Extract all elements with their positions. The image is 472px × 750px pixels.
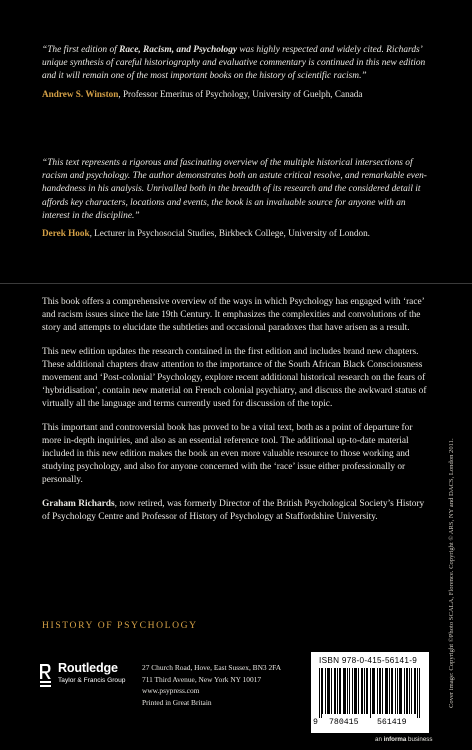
barcode-bar [397,668,398,714]
barcode-bar [392,668,393,714]
barcode-bar [389,668,390,714]
barcode-bar [347,668,348,714]
barcode-bar [327,668,328,714]
address-line: 27 Church Road, Hove, East Sussex, BN3 2FA [142,663,282,672]
barcode-bar [401,668,402,714]
barcode-bar [370,668,371,718]
cover-image-credit: Cover image: Copyright ©Photo SCALA, Florence. Copyright © ARS, NY and DACS, London 2011. [448,438,455,708]
endorser-name: Derek Hook [42,228,90,239]
endorser-affiliation: , Professor Emeritus of Psychology, University of Guelph, Canada [118,88,363,99]
endorser-name: Andrew S. Winston [42,88,119,99]
barcode-bar [361,668,362,714]
description-paragraph: This new edition updates the research contained in the first edition and includes brand new chapters. These additional chapters draw attention to the importance of the South African Black Consciousness movement and ‘Post-colonial’ Psychology, explore recent additional historical research on the fears of ‘hybridisation’, contain new material on French colonial psychiatry, and discuss the awkward status of virtually all the language and terms currently used for discussion of the topic. [42,346,427,410]
barcode-bar [334,668,335,714]
website-text: www.psypress.com [142,686,200,696]
barcode-bar [414,668,415,714]
barcode-bar [344,668,345,714]
isbn-barcode [311,652,429,733]
book-description [42,296,434,534]
barcode-bar [399,668,400,714]
barcode-bar [339,668,340,714]
barcode-bar [362,668,363,714]
informa-brand: informa [383,736,407,743]
description-paragraph: This important and controversial book has proved to be a vital text, both as a point of departure for more in-depth inquiries, and also as an essential reference tool. The additional up-to-date material included in this new edition makes the book an even more valuable resource to those working and studying psychology, and also for anyone concerned with the ‘race’ issue either professionally or personally. [42,422,413,486]
endorsement-1-quote [42,44,434,84]
routledge-logo [38,660,130,692]
barcode-bar [386,668,387,714]
barcode-bar [415,668,416,714]
publisher-group: Taylor & Francis Group [58,677,126,684]
barcode-bar [409,668,410,714]
barcode-bar [417,668,418,718]
barcode-bar [349,668,350,714]
barcode-bar [352,668,353,714]
ean-first-digit: 9 [313,718,318,727]
barcode-bar [380,668,381,714]
publisher-name: Routledge [58,661,118,675]
barcode-bar [372,668,373,714]
barcode-bar [358,668,359,714]
barcode-bar [319,668,320,718]
author-bio-text: , now retired, was formerly Director of the British Psychological Society’s History of Psychology Centre and Professor of History of Psychology at Staffordshire University. [42,498,425,522]
barcode-bar [404,668,405,714]
address-line: Printed in Great Britain [142,697,212,707]
barcode-bar [406,668,407,714]
barcode-bar [366,668,367,714]
endorsement-1 [42,44,434,100]
barcode-bar [325,668,326,714]
author-bio [42,498,434,524]
publisher-address [142,662,281,708]
endorsement-2 [42,157,434,239]
barcode-bar [356,668,357,714]
ean-left-group: 780415 [329,718,359,727]
barcode-bar [400,668,401,714]
author-name: Graham Richards [42,498,115,509]
quote-text: was highly respected and widely cited. Richards’ unique synthesis of careful historiography and evaluative commentary is continued in this new edition and it will remain one of the most important books on the history of scientific racism.” [42,45,426,82]
barcode-bar [345,668,346,714]
description-paragraph: This book offers a comprehensive overview of the ways in which Psychology has engaged with ‘race’ and racism issues since the late 19th Century. It emphasizes the complexities and convolutions of the story and attempts to elucidate the subtleties and occasional paradoxes that have arisen as a result. [42,297,425,334]
barcode-bar [379,668,380,714]
informa-suffix: business [406,736,433,743]
barcode-bar [395,668,396,714]
informa-tagline [375,736,432,743]
isbn-label: ISBN 978-0-415-56141-9 [319,656,418,665]
barcode-bar [343,668,344,714]
barcode-icon [317,668,423,718]
ean-right-group: 561419 [377,718,407,727]
barcode-bar [335,668,336,714]
quote-text: “The first edition of [42,45,120,55]
barcode-bar [337,668,338,714]
address-line: 711 Third Avenue, New York NY 10017 [142,674,262,684]
barcode-bar [367,668,368,714]
barcode-bar [419,668,420,718]
barcode-bar [355,668,356,714]
barcode-bar [354,668,355,714]
barcode-bar [382,668,383,714]
endorser-affiliation: , Lecturer in Psychosocial Studies, Birkbeck College, University of London. [89,228,370,239]
endorsement-1-attribution [42,88,434,100]
barcode-bar [407,668,408,714]
routledge-r-icon [38,660,52,692]
endorsement-2-attribution [42,227,434,239]
series-label: HISTORY OF PSYCHOLOGY [42,620,198,631]
barcode-bar [321,668,322,718]
endorsement-2-quote: “This text represents a rigorous and fascinating overview of the multiple historical intersections of racism and psychology. The author demonstrates both an astute critical resolve, and remarkable even-handedness in his analysis. Unrivalled both in the breadth of its research and the considered detail it affords key characters, locations and events, the book is an invaluable source for anyone with an interest in the discipline.” [42,158,427,221]
barcode-bar [385,668,386,714]
barcode-bar [373,668,374,714]
barcode-bar [328,668,329,714]
barcode-bar [322,668,323,714]
barcode-bar [329,668,330,714]
barcode-bar [377,668,378,714]
book-title-emphasis: Race, Racism, and Psychology [119,45,238,55]
divider [0,283,472,284]
barcode-bar [340,668,341,714]
barcode-bar [387,668,388,714]
informa-prefix: an [375,736,384,743]
barcode-bar [411,668,412,714]
barcode-bar [331,668,332,714]
barcode-bar [374,668,375,714]
barcode-bar [391,668,392,714]
barcode-bar [364,668,365,714]
